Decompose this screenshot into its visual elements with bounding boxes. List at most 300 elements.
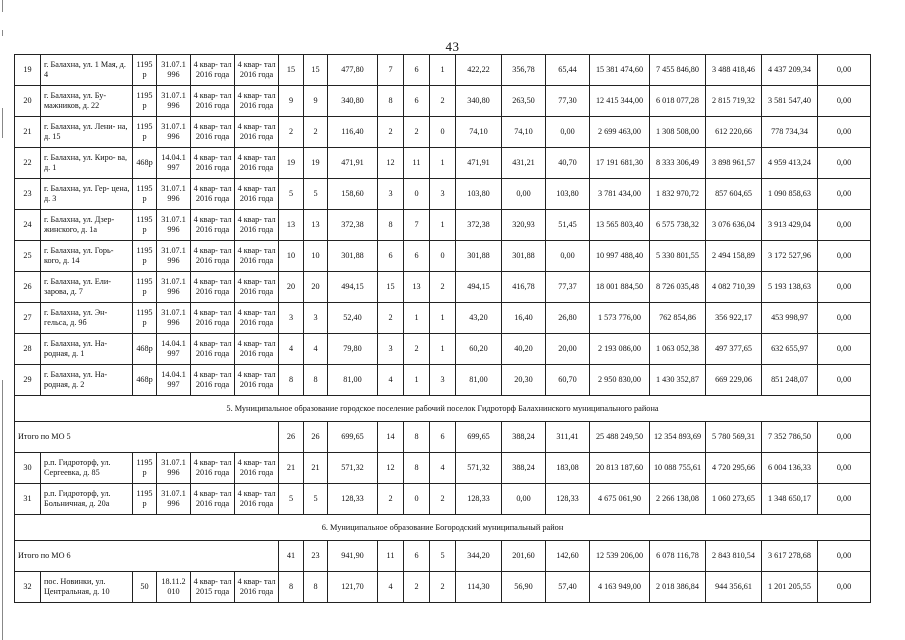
value-cell: 4 квар- тал 2016 года [191, 241, 235, 272]
value-cell: 2 [378, 117, 404, 148]
address-cell: р.п. Гидроторф, ул. Больничная, д. 20а [41, 484, 133, 515]
value-cell: 669 229,06 [706, 365, 762, 396]
total-cell: 14 [378, 422, 404, 453]
value-cell: 1 201 205,55 [762, 572, 818, 603]
value-cell: 15 [279, 55, 304, 86]
value-cell: 4 квар- тал 2016 года [191, 453, 235, 484]
value-cell: 26,80 [546, 303, 590, 334]
row-number-cell: 21 [15, 117, 41, 148]
section-header-row [15, 396, 871, 422]
value-cell: 762 854,86 [650, 303, 706, 334]
value-cell: 4 квар- тал 2016 года [235, 484, 279, 515]
total-cell: 11 [378, 541, 404, 572]
table-body-block-c [15, 572, 871, 603]
total-row [15, 541, 871, 572]
value-cell: 31.07.1 996 [157, 117, 191, 148]
total-cell: 344,20 [456, 541, 502, 572]
value-cell: 20,00 [546, 334, 590, 365]
value-cell: 8 [304, 365, 328, 396]
value-cell: 31.07.1 996 [157, 453, 191, 484]
value-cell: 0 [404, 179, 430, 210]
total-cell: 5 [430, 541, 456, 572]
value-cell: 103,80 [456, 179, 502, 210]
value-cell: 1 090 858,63 [762, 179, 818, 210]
value-cell: 0,00 [818, 179, 871, 210]
section-title: 5. Муниципальное образование городское поселение рабочий поселок Гидроторф Балахнинского муниципального района [15, 396, 871, 422]
row-number-cell: 25 [15, 241, 41, 272]
total-cell: 26 [304, 422, 328, 453]
value-cell: 372,38 [456, 210, 502, 241]
value-cell: 3 488 418,46 [706, 55, 762, 86]
table-row [15, 241, 871, 272]
value-cell: 31.07.1 996 [157, 241, 191, 272]
value-cell: 7 [378, 55, 404, 86]
value-cell: 494,15 [456, 272, 502, 303]
value-cell: 10 [279, 241, 304, 272]
row-number-cell: 20 [15, 86, 41, 117]
value-cell: 2 [279, 117, 304, 148]
address-cell: г. Балахна, ул. Горь- кого, д. 14 [41, 241, 133, 272]
value-cell: 4 437 209,34 [762, 55, 818, 86]
value-cell: 2 [404, 334, 430, 365]
value-cell: 471,91 [456, 148, 502, 179]
value-cell: 388,24 [502, 453, 546, 484]
total-cell: 311,41 [546, 422, 590, 453]
value-cell: 3 781 434,00 [590, 179, 650, 210]
value-cell: 2 [404, 117, 430, 148]
value-cell: 857 604,65 [706, 179, 762, 210]
value-cell: 3 076 636,04 [706, 210, 762, 241]
row-number-cell: 32 [15, 572, 41, 603]
address-cell: г. Балахна, ул. Ели- зарова, д. 7 [41, 272, 133, 303]
value-cell: 0,00 [818, 241, 871, 272]
value-cell: 17 191 681,30 [590, 148, 650, 179]
value-cell: 7 [404, 210, 430, 241]
value-cell: 21 [279, 453, 304, 484]
value-cell: 116,40 [328, 117, 378, 148]
total-cell: 5 780 569,31 [706, 422, 762, 453]
value-cell: 263,50 [502, 86, 546, 117]
value-cell: 1 [430, 148, 456, 179]
value-cell: 5 [304, 179, 328, 210]
value-cell: 1 [430, 55, 456, 86]
value-cell: 1 [404, 365, 430, 396]
value-cell: 3 [279, 303, 304, 334]
value-cell: 571,32 [456, 453, 502, 484]
value-cell: 0,00 [818, 453, 871, 484]
value-cell: 4 квар- тал 2016 года [191, 148, 235, 179]
value-cell: 52,40 [328, 303, 378, 334]
value-cell: 7 455 846,80 [650, 55, 706, 86]
value-cell: 14.04.1 997 [157, 365, 191, 396]
value-cell: 4 [304, 334, 328, 365]
total-cell: 0,00 [818, 541, 871, 572]
value-cell: 8 [404, 453, 430, 484]
value-cell: 301,88 [502, 241, 546, 272]
value-cell: 453 998,97 [762, 303, 818, 334]
value-cell: 4 квар- тал 2016 года [235, 365, 279, 396]
value-cell: 851 248,07 [762, 365, 818, 396]
value-cell: 2 [430, 86, 456, 117]
row-number-cell: 24 [15, 210, 41, 241]
table-row [15, 365, 871, 396]
value-cell: 494,15 [328, 272, 378, 303]
total-row [15, 422, 871, 453]
value-cell: 21 [304, 453, 328, 484]
value-cell: 571,32 [328, 453, 378, 484]
row-number-cell: 28 [15, 334, 41, 365]
value-cell: 4 квар- тал 2016 года [235, 179, 279, 210]
value-cell: 2 [430, 484, 456, 515]
value-cell: 56,90 [502, 572, 546, 603]
total-cell: 6 078 116,78 [650, 541, 706, 572]
value-cell: 0,00 [818, 148, 871, 179]
total-cell: 25 488 249,50 [590, 422, 650, 453]
value-cell: 778 734,34 [762, 117, 818, 148]
value-cell: 2 950 830,00 [590, 365, 650, 396]
value-cell: 4 квар- тал 2016 года [235, 241, 279, 272]
value-cell: 4 квар- тал 2016 года [235, 303, 279, 334]
value-cell: 1195 р [133, 241, 157, 272]
total-cell: 7 352 786,50 [762, 422, 818, 453]
value-cell: 1195 р [133, 86, 157, 117]
value-cell: 4 [378, 572, 404, 603]
value-cell: 74,10 [456, 117, 502, 148]
value-cell: 944 356,61 [706, 572, 762, 603]
value-cell: 1195 р [133, 453, 157, 484]
value-cell: 3 [430, 365, 456, 396]
value-cell: 0,00 [818, 117, 871, 148]
value-cell: 340,80 [328, 86, 378, 117]
table-row [15, 148, 871, 179]
value-cell: 1 063 052,38 [650, 334, 706, 365]
value-cell: 15 [304, 55, 328, 86]
value-cell: 4 959 413,24 [762, 148, 818, 179]
total-cell: 201,60 [502, 541, 546, 572]
value-cell: 11 [404, 148, 430, 179]
value-cell: 5 [279, 179, 304, 210]
value-cell: 422,22 [456, 55, 502, 86]
value-cell: 19 [279, 148, 304, 179]
value-cell: 2 [378, 303, 404, 334]
total-cell: 388,24 [502, 422, 546, 453]
value-cell: 10 [304, 241, 328, 272]
section-title: 6. Муниципальное образование Богородский муниципальный район [15, 515, 871, 541]
value-cell: 4 квар- тал 2016 года [191, 365, 235, 396]
table-row [15, 210, 871, 241]
margin-marks [0, 0, 6, 640]
value-cell: 4 квар- тал 2016 года [235, 572, 279, 603]
row-number-cell: 29 [15, 365, 41, 396]
table-row [15, 179, 871, 210]
total-cell: 6 [404, 541, 430, 572]
row-number-cell: 26 [15, 272, 41, 303]
value-cell: 6 [404, 86, 430, 117]
value-cell: 50 [133, 572, 157, 603]
value-cell: 497 377,65 [706, 334, 762, 365]
value-cell: 1 348 650,17 [762, 484, 818, 515]
value-cell: 471,91 [328, 148, 378, 179]
value-cell: 5 193 138,63 [762, 272, 818, 303]
value-cell: 19 [304, 148, 328, 179]
value-cell: 57,40 [546, 572, 590, 603]
value-cell: 43,20 [456, 303, 502, 334]
value-cell: 4 квар- тал 2016 года [191, 334, 235, 365]
value-cell: 121,70 [328, 572, 378, 603]
value-cell: 2 [430, 572, 456, 603]
value-cell: 356 922,17 [706, 303, 762, 334]
value-cell: 4 квар- тал 2016 года [235, 55, 279, 86]
table-row [15, 303, 871, 334]
section-header-row [15, 515, 871, 541]
value-cell: 0,00 [818, 572, 871, 603]
value-cell: 15 381 474,60 [590, 55, 650, 86]
table-row [15, 453, 871, 484]
value-cell: 2 494 158,89 [706, 241, 762, 272]
value-cell: 0,00 [502, 484, 546, 515]
value-cell: 4 163 949,00 [590, 572, 650, 603]
value-cell: 18 001 884,50 [590, 272, 650, 303]
value-cell: 18.11.2 010 [157, 572, 191, 603]
value-cell: 31.07.1 996 [157, 484, 191, 515]
value-cell: 1195 р [133, 179, 157, 210]
table-row [15, 484, 871, 515]
address-cell: р.п. Гидроторф, ул. Сергеевка, д. 85 [41, 453, 133, 484]
value-cell: 632 655,97 [762, 334, 818, 365]
value-cell: 4 квар- тал 2016 года [235, 117, 279, 148]
value-cell: 12 [378, 453, 404, 484]
value-cell: 0,00 [818, 86, 871, 117]
value-cell: 1 832 970,72 [650, 179, 706, 210]
value-cell: 51,45 [546, 210, 590, 241]
total-cell: 699,65 [456, 422, 502, 453]
value-cell: 4 квар- тал 2016 года [191, 210, 235, 241]
address-cell: г. Балахна, ул. На- родная, д. 1 [41, 334, 133, 365]
value-cell: 2 266 138,08 [650, 484, 706, 515]
value-cell: 6 [378, 241, 404, 272]
value-cell: 128,33 [456, 484, 502, 515]
value-cell: 0,00 [818, 365, 871, 396]
table-body-block-a [15, 55, 871, 396]
value-cell: 3 [304, 303, 328, 334]
value-cell: 4 квар- тал 2016 года [235, 453, 279, 484]
value-cell: 5 [304, 484, 328, 515]
value-cell: 431,21 [502, 148, 546, 179]
value-cell: 20 [304, 272, 328, 303]
value-cell: 60,20 [456, 334, 502, 365]
value-cell: 10 088 755,61 [650, 453, 706, 484]
value-cell: 9 [279, 86, 304, 117]
address-cell: г. Балахна, ул. Дзер- жинского, д. 1а [41, 210, 133, 241]
address-cell: г. Балахна, ул. Бу- мажников, д. 22 [41, 86, 133, 117]
table-row [15, 272, 871, 303]
value-cell: 31.07.1 996 [157, 210, 191, 241]
total-cell: 23 [304, 541, 328, 572]
value-cell: 1195 р [133, 484, 157, 515]
value-cell: 81,00 [328, 365, 378, 396]
value-cell: 40,70 [546, 148, 590, 179]
value-cell: 8 333 306,49 [650, 148, 706, 179]
value-cell: 114,30 [456, 572, 502, 603]
value-cell: 65,44 [546, 55, 590, 86]
value-cell: 20 813 187,60 [590, 453, 650, 484]
value-cell: 128,33 [546, 484, 590, 515]
value-cell: 31.07.1 996 [157, 303, 191, 334]
value-cell: 3 913 429,04 [762, 210, 818, 241]
value-cell: 6 018 077,28 [650, 86, 706, 117]
value-cell: 8 [378, 86, 404, 117]
table-row [15, 86, 871, 117]
value-cell: 3 [378, 179, 404, 210]
value-cell: 3 [378, 334, 404, 365]
value-cell: 1 060 273,65 [706, 484, 762, 515]
value-cell: 8 [378, 210, 404, 241]
address-cell: г. Балахна, ул. Киро- ва, д. 1 [41, 148, 133, 179]
value-cell: 74,10 [502, 117, 546, 148]
value-cell: 4 квар- тал 2016 года [235, 148, 279, 179]
total-cell: 941,90 [328, 541, 378, 572]
value-cell: 8 [304, 572, 328, 603]
value-cell: 4 квар- тал 2016 года [191, 272, 235, 303]
value-cell: 9 [304, 86, 328, 117]
value-cell: 6 575 738,32 [650, 210, 706, 241]
value-cell: 8 [279, 572, 304, 603]
value-cell: 14.04.1 997 [157, 148, 191, 179]
value-cell: 2 [378, 484, 404, 515]
address-cell: г. Балахна, ул. На- родная, д. 2 [41, 365, 133, 396]
value-cell: 4 квар- тал 2016 года [191, 179, 235, 210]
value-cell: 8 726 035,48 [650, 272, 706, 303]
value-cell: 12 [378, 148, 404, 179]
address-cell: г. Балахна, ул. 1 Мая, д. 4 [41, 55, 133, 86]
total-cell: 0,00 [818, 422, 871, 453]
value-cell: 1 308 508,00 [650, 117, 706, 148]
value-cell: 4 квар- тал 2016 года [235, 334, 279, 365]
value-cell: 20 [279, 272, 304, 303]
value-cell: 3 [430, 179, 456, 210]
value-cell: 4 квар- тал 2016 года [191, 55, 235, 86]
value-cell: 128,33 [328, 484, 378, 515]
value-cell: 1195 р [133, 210, 157, 241]
value-cell: 4 квар- тал 2016 года [235, 86, 279, 117]
section-6-block [15, 515, 871, 572]
value-cell: 16,40 [502, 303, 546, 334]
total-label: Итого по МО 6 [15, 541, 279, 572]
value-cell: 0,00 [818, 303, 871, 334]
value-cell: 468р [133, 334, 157, 365]
value-cell: 2 [404, 572, 430, 603]
address-cell: г. Балахна, ул. Гер- цена, д. 3 [41, 179, 133, 210]
total-cell: 6 [430, 422, 456, 453]
value-cell: 183,08 [546, 453, 590, 484]
value-cell: 0,00 [818, 334, 871, 365]
value-cell: 2 [304, 117, 328, 148]
value-cell: 31.07.1 996 [157, 55, 191, 86]
value-cell: 40,20 [502, 334, 546, 365]
value-cell: 12 415 344,00 [590, 86, 650, 117]
value-cell: 4 082 710,39 [706, 272, 762, 303]
value-cell: 0 [430, 117, 456, 148]
value-cell: 158,60 [328, 179, 378, 210]
row-number-cell: 27 [15, 303, 41, 334]
value-cell: 10 997 488,40 [590, 241, 650, 272]
row-number-cell: 30 [15, 453, 41, 484]
page-number: 43 [445, 39, 460, 54]
value-cell: 6 004 136,33 [762, 453, 818, 484]
value-cell: 31.07.1 996 [157, 179, 191, 210]
value-cell: 0,00 [818, 484, 871, 515]
table-row [15, 117, 871, 148]
value-cell: 0,00 [818, 55, 871, 86]
value-cell: 60,70 [546, 365, 590, 396]
value-cell: 2 193 086,00 [590, 334, 650, 365]
value-cell: 372,38 [328, 210, 378, 241]
value-cell: 3 581 547,40 [762, 86, 818, 117]
value-cell: 4 квар- тал 2015 года [191, 572, 235, 603]
value-cell: 14.04.1 997 [157, 334, 191, 365]
value-cell: 5 [279, 484, 304, 515]
value-cell: 13 [304, 210, 328, 241]
housing-register-table [14, 54, 871, 603]
value-cell: 1 [404, 303, 430, 334]
value-cell: 1 [430, 303, 456, 334]
total-cell: 142,60 [546, 541, 590, 572]
value-cell: 1 430 352,87 [650, 365, 706, 396]
value-cell: 0,00 [818, 272, 871, 303]
value-cell: 31.07.1 996 [157, 272, 191, 303]
value-cell: 1 [430, 210, 456, 241]
value-cell: 4 720 295,66 [706, 453, 762, 484]
value-cell: 2 815 719,32 [706, 86, 762, 117]
value-cell: 2 [430, 272, 456, 303]
value-cell: 6 [404, 55, 430, 86]
value-cell: 4 квар- тал 2016 года [191, 86, 235, 117]
address-cell: г. Балахна, ул. Лени- на, д. 15 [41, 117, 133, 148]
value-cell: 320,93 [502, 210, 546, 241]
value-cell: 5 330 801,55 [650, 241, 706, 272]
value-cell: 468р [133, 365, 157, 396]
address-cell: г. Балахна, ул. Эн- гельса, д. 9б [41, 303, 133, 334]
value-cell: 301,88 [328, 241, 378, 272]
total-cell: 41 [279, 541, 304, 572]
row-number-cell: 22 [15, 148, 41, 179]
value-cell: 4 [378, 365, 404, 396]
total-cell: 26 [279, 422, 304, 453]
value-cell: 13 [279, 210, 304, 241]
total-cell: 12 539 206,00 [590, 541, 650, 572]
value-cell: 6 [404, 241, 430, 272]
total-cell: 3 617 278,68 [762, 541, 818, 572]
value-cell: 0,00 [818, 210, 871, 241]
value-cell: 13 [404, 272, 430, 303]
value-cell: 340,80 [456, 86, 502, 117]
value-cell: 77,37 [546, 272, 590, 303]
value-cell: 20,30 [502, 365, 546, 396]
value-cell: 1 [430, 334, 456, 365]
value-cell: 0 [404, 484, 430, 515]
table-row [15, 572, 871, 603]
table-row [15, 55, 871, 86]
total-label: Итого по МО 5 [15, 422, 279, 453]
value-cell: 4 [279, 334, 304, 365]
value-cell: 301,88 [456, 241, 502, 272]
value-cell: 79,80 [328, 334, 378, 365]
total-cell: 12 354 893,69 [650, 422, 706, 453]
value-cell: 77,30 [546, 86, 590, 117]
value-cell: 3 898 961,57 [706, 148, 762, 179]
value-cell: 2 018 386,84 [650, 572, 706, 603]
address-cell: пос. Новинки, ул. Центральная, д. 10 [41, 572, 133, 603]
